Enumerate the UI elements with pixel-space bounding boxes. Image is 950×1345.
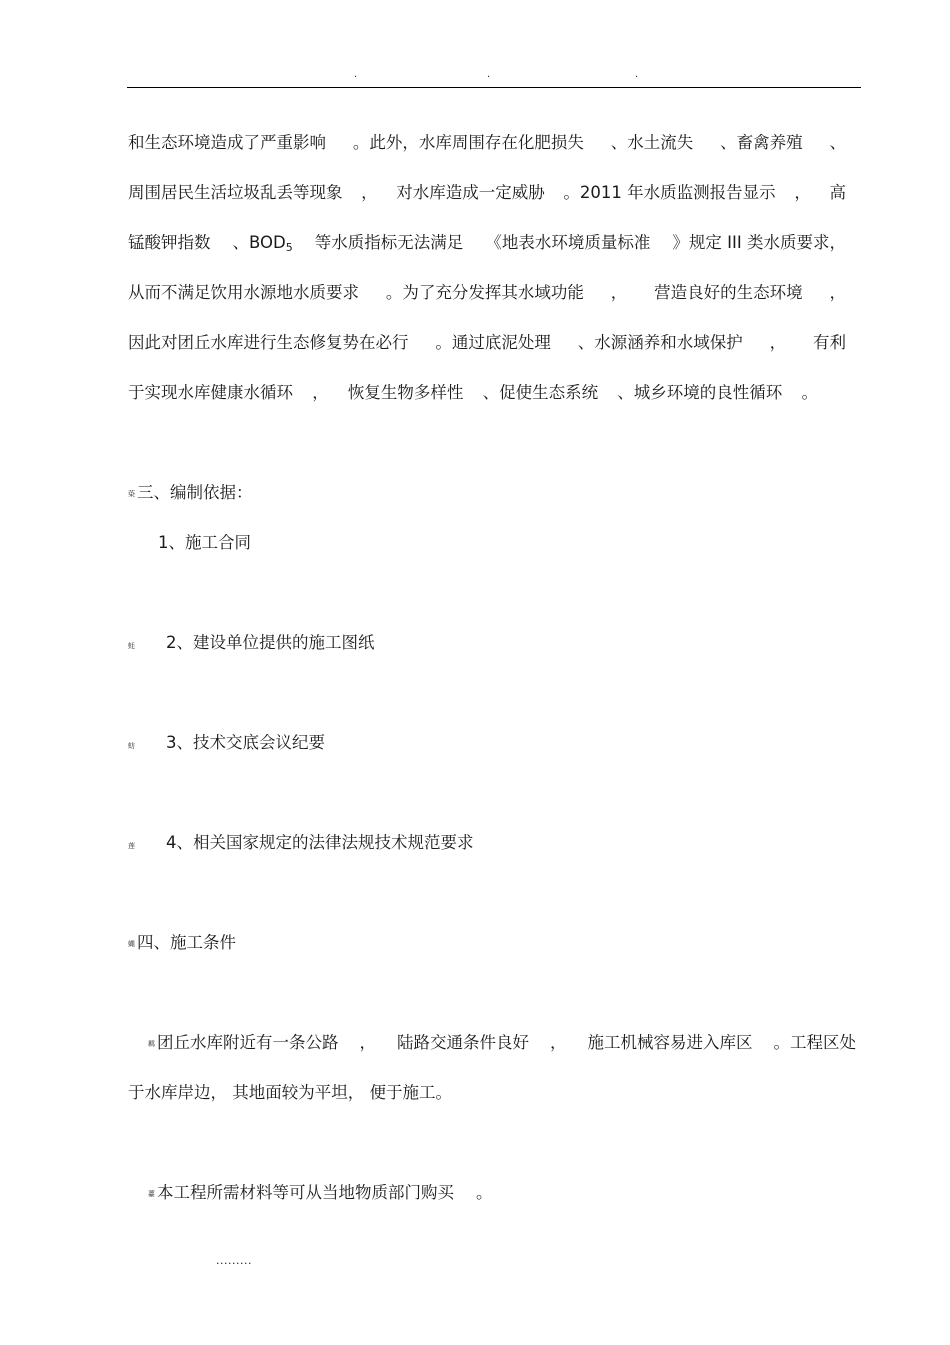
paragraph-3	[148, 1182, 493, 1205]
bod5-term	[233, 232, 293, 254]
text-run: 《地表水环境质量标准	[485, 233, 651, 252]
stray-mark: 薹	[148, 1189, 155, 1198]
text-run: 对水库造成一定威胁	[396, 183, 545, 202]
text-run: 营造良好的生态环境	[654, 283, 803, 302]
section-title: 三、编制依据：	[137, 483, 253, 502]
text-run: 。工程区处	[773, 1033, 856, 1052]
list-item-text: 4、相关国家规定的法律法规技术规范要求	[166, 833, 474, 852]
header-rule	[127, 87, 861, 88]
list-item	[166, 732, 325, 754]
stray-mark: 蝿	[128, 939, 135, 948]
stray-mark: 蚝	[128, 642, 135, 650]
list-item	[158, 532, 251, 554]
footer-dots: .........	[216, 1254, 252, 1267]
text-run: 周围居民生活垃圾乱丢等现象	[128, 183, 343, 202]
list-item	[166, 832, 474, 854]
text-run: 、促使生态系统	[482, 383, 599, 402]
text-run: ，	[550, 1033, 567, 1052]
text-run: 、水土流失	[610, 133, 694, 152]
paragraph-1-line-3	[128, 232, 846, 254]
text-run: 于水库岸边， 其地面较为平坦， 便于施工。	[128, 1083, 452, 1102]
paragraph-1-line-2	[128, 182, 846, 204]
list-item-text: 1、施工合同	[158, 533, 251, 552]
text-run: 等水质指标无法满足	[314, 233, 464, 252]
header-dot: .	[487, 69, 491, 80]
text-run: 团丘水库附近有一条公路	[157, 1033, 339, 1052]
text-run: 因此对团丘水库进行生态修复势在必行	[128, 333, 409, 352]
stray-mark: 蚄	[128, 742, 135, 750]
text-run: 。2011 年水质监测报告显示	[563, 183, 776, 202]
section-4-heading	[128, 932, 236, 955]
list-item-text: 3、技术交底会议纪要	[166, 733, 325, 752]
text-run: 恢复生物多样性	[347, 383, 464, 402]
text-run: 、水源涵养和水域保护	[577, 333, 743, 352]
text-run: 本工程所需材料等可从当地物质部门购买	[157, 1183, 454, 1202]
subscript: 5	[285, 241, 293, 254]
paragraph-2-line-2	[128, 1082, 452, 1104]
text-run: 于实现水库健康水循环	[128, 383, 293, 402]
text-run: ，	[359, 1033, 376, 1052]
text-run: 有利	[813, 333, 846, 352]
text-run: 。	[476, 1183, 493, 1202]
text-run: 、畜禽养殖	[720, 133, 803, 152]
text-run: 。通过底泥处理	[435, 333, 551, 352]
stray-mark: 蒅	[128, 489, 135, 498]
text-run: ，	[361, 183, 378, 202]
text-run: 》规定 III 类水质要求，	[672, 233, 846, 252]
header-dot: .	[635, 69, 639, 80]
text-run: 和生态环境造成了严重影响	[128, 133, 326, 152]
text-run: 从而不满足饮用水源地水质要求	[128, 283, 359, 302]
text-run: 。为了充分发挥其水域功能	[385, 283, 584, 302]
text-run: ，	[769, 333, 787, 352]
stray-mark: 莲	[128, 842, 135, 850]
stray-mark: 羁	[148, 1039, 155, 1048]
text-run: ，	[312, 383, 329, 402]
list-item	[166, 632, 375, 654]
text-run: 、城乡环境的良性循环	[617, 383, 783, 402]
text-run: 、BOD	[232, 233, 286, 252]
paragraph-1-line-6	[128, 382, 818, 404]
paragraph-1-line-5	[128, 332, 846, 354]
text-run: ，	[829, 283, 846, 302]
text-run	[148, 1032, 339, 1055]
text-run: 陆路交通条件良好	[397, 1033, 529, 1052]
text-run: ，	[610, 283, 628, 302]
text-run: 。此外，水库周围存在化肥损失	[352, 133, 584, 152]
text-run: 施工机械容易进入库区	[587, 1033, 753, 1052]
text-run: ，	[794, 183, 811, 202]
text-run: 。	[801, 383, 818, 402]
paragraph-1-line-4	[128, 282, 846, 304]
header-dot: .	[354, 69, 358, 80]
text-run: 、	[829, 133, 846, 152]
paragraph-1-line-1	[128, 132, 846, 154]
paragraph-2-line-1	[148, 1032, 856, 1055]
header-dots	[0, 70, 950, 84]
list-item-text: 2、建设单位提供的施工图纸	[166, 633, 375, 652]
text-run: 高	[829, 183, 846, 202]
text-run: 锰酸钾指数	[128, 233, 211, 252]
section-title: 四、施工条件	[137, 933, 236, 952]
section-3-heading	[128, 482, 253, 505]
